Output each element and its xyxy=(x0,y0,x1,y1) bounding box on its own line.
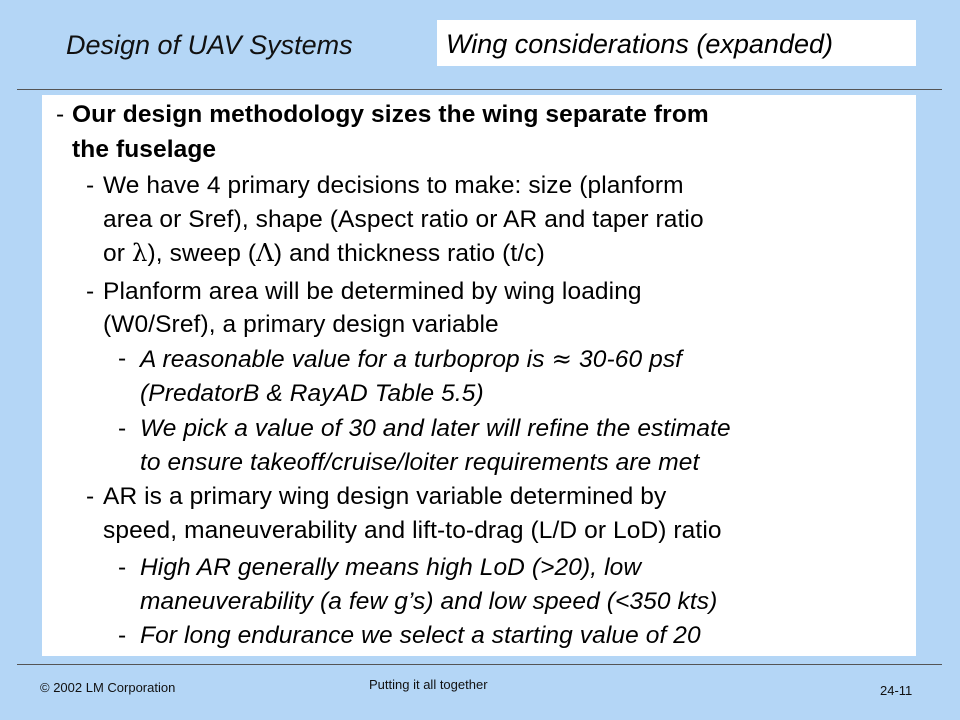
copyright-text: © 2002 LM Corporation xyxy=(40,680,176,695)
course-title: Design of UAV Systems xyxy=(66,30,353,60)
bullet-line: (PredatorB & RayAD Table 5.5) xyxy=(140,380,484,407)
bullet-line: area or Sref), shape (Aspect ratio or AR and taper ratio xyxy=(103,206,704,233)
bullet-line: AR is a primary wing design variable determined by xyxy=(103,483,667,510)
bullet-line: Our design methodology sizes the wing separate from xyxy=(72,101,709,128)
bullet-line: to ensure takeoff/cruise/loiter requirements are met xyxy=(140,449,700,476)
header-divider xyxy=(17,89,942,90)
bullet-line: We pick a value of 30 and later will refine the estimate xyxy=(140,415,731,442)
bullet-line: A reasonable value for a turboprop is ≈ 30-60 psf xyxy=(140,344,683,373)
bullet-line: We have 4 primary decisions to make: size (planform xyxy=(103,172,684,199)
approx-symbol: ≈ xyxy=(551,344,573,373)
bullet-dash: - xyxy=(86,483,95,510)
bullet-dash: - xyxy=(118,622,127,649)
bullet-dash: - xyxy=(118,554,127,581)
bullet-line: Planform area will be determined by wing loading xyxy=(103,278,642,305)
bullet-line: For long endurance we select a starting value of 20 xyxy=(140,622,701,649)
bullet-line: High AR generally means high LoD (>20), low xyxy=(140,554,642,581)
bullet-line: or λ), sweep (Λ) and thickness ratio (t/c) xyxy=(103,238,545,267)
bullet-dash: - xyxy=(86,278,95,305)
bullet-dash: - xyxy=(118,345,127,372)
bullet-line: speed, maneuverability and lift-to-drag (L/D or LoD) ratio xyxy=(103,517,722,544)
lambda-symbol: λ xyxy=(131,238,148,267)
bullet-dash: - xyxy=(118,415,127,442)
bullet-dash: - xyxy=(86,172,95,199)
bullet-line: the fuselage xyxy=(72,136,217,163)
section-name: Putting it all together xyxy=(369,677,488,692)
bullet-dash: - xyxy=(56,101,65,128)
bullet-line: (W0/Sref), a primary design variable xyxy=(103,311,499,338)
slide-title: Wing considerations (expanded) xyxy=(437,20,916,66)
slide-content xyxy=(42,95,916,656)
page-number: 24-11 xyxy=(880,683,913,698)
sweep-symbol: Λ xyxy=(256,238,274,267)
footer-divider xyxy=(17,664,942,665)
bullet-line: maneuverability (a few g’s) and low speed (<350 kts) xyxy=(140,588,718,615)
